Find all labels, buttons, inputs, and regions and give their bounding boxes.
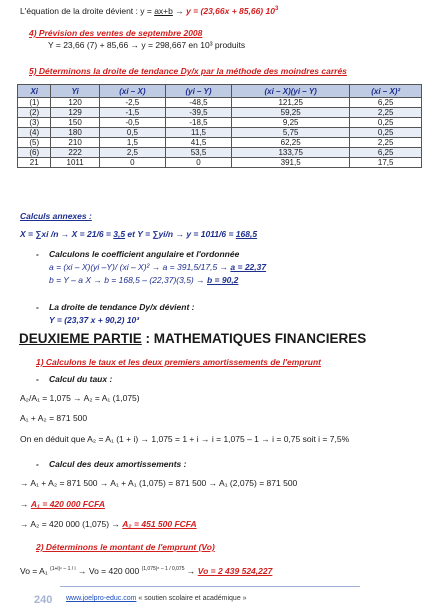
equation-prefix: L'équation de la droite dévient : y = [20,5,155,16]
cell: 21 [18,158,51,168]
cell: -0,5 [99,118,165,128]
section-4-line: Y = 23,66 (7) + 85,66 → y = 298,667 en 10³ produits [48,40,246,50]
part-2-heading [19,331,366,346]
a2-value: A₂ = 451 500 FCFA [122,519,197,529]
cell: 62,25 [232,138,350,148]
equation-exp: 3 [274,6,279,12]
amort-title: Calcul des deux amortissements : [49,459,187,469]
section-4-title: 4) Prévision des ventes de septembre 2008 [29,28,203,38]
cell: -18,5 [166,118,232,128]
x-mean-value: 3,5 [113,229,126,239]
cell: 1011 [51,158,99,168]
arrow: → [184,566,198,576]
cell: 121,25 [232,98,350,108]
footer-divider [60,586,360,587]
a2-text: → A₂ = 420 000 (1,075) → [20,519,123,529]
cell: 150 [51,118,99,128]
y-mean-value: 168,5 [235,229,258,239]
cell: 2,25 [350,108,422,118]
section-5-title: 5) Déterminons la droite de tendance Dy/x par la méthode des moindres carrés [29,66,347,76]
taux-line-2: A₁ + A₂ = 871 500 [20,413,88,423]
cell: 1,5 [99,138,165,148]
table-row [18,98,422,108]
cell: (1) [18,98,51,108]
coef-a-text: a = (xi – X)(yi –Y)/ (xi – X)² → a = 391,5/17,5 → [49,262,231,272]
cell: 0 [166,158,232,168]
amort-line-3 [20,519,197,529]
coef-b-line [49,275,238,285]
cell: (3) [18,118,51,128]
x-mean-text: X = ∑xi /n → X = 21/6 = [20,229,114,239]
footer-text: « soutien scolaire et académique » [136,595,247,602]
coef-b-value: b = 90,2 [206,275,239,285]
cell: (5) [18,138,51,148]
arrow: → [20,499,31,509]
vo-line [20,566,272,576]
page-number: 240 [34,594,53,606]
cell: 6,25 [350,98,422,108]
footer [66,595,247,602]
table-total-row [18,158,422,168]
vo-text-2: → Vo = 420 000 [75,566,142,576]
droite-equation: Y = (23,37 x + 90,2) 10³ [49,315,140,325]
amort-bullet: - [36,459,39,469]
droite-bullet: - [36,302,39,312]
vo-fraction-2: (1,075)⁶ – 1 / 0,075 [141,566,185,573]
cell: 2,25 [350,138,422,148]
cell: 120 [51,98,99,108]
col-header: (xi – X)² [350,85,422,98]
table-header-row [18,85,422,98]
calc-title: Calculs annexes : [20,211,92,221]
cell: (4) [18,128,51,138]
cell: -48,5 [166,98,232,108]
table-row [18,138,422,148]
y-mean-text: et Y = ∑yi/n → y = 1011/6 = [125,229,236,239]
least-squares-table [17,84,422,168]
col-header: (xi – X)(yi – Y) [232,85,350,98]
cell: 17,5 [350,158,422,168]
vo-value: Vo = 2 439 524,227 [197,566,273,576]
cell: 53,5 [166,148,232,158]
cell: 0,25 [350,128,422,138]
cell: 9,25 [232,118,350,128]
cell: (6) [18,148,51,158]
equation-line [20,4,278,16]
cell: -1,5 [99,108,165,118]
p1-title: 1) Calculons le taux et les deux premiers amortissements de l'emprunt [36,357,321,367]
part-2-subtitle: : MATHEMATIQUES FINANCIERES [141,331,367,346]
footer-link[interactable]: www.joelpro-educ.com [66,595,137,602]
cell: -39,5 [166,108,232,118]
col-header: Xi [18,85,51,98]
cell: 133,75 [232,148,350,158]
cell: 2,5 [99,148,165,158]
cell: 129 [51,108,99,118]
cell: 0,5 [99,128,165,138]
coef-a-value: a = 22,37 [230,262,267,272]
amort-line-2 [20,499,105,509]
table-row [18,108,422,118]
cell: (2) [18,108,51,118]
taux-line-3: On en déduit que A₂ = A₁ (1 + i) → 1,075 = 1 + i → i = 1,075 – 1 → i = 0,75 soit i = 7,5% [20,434,350,444]
part-2-label: DEUXIEME PARTIE [19,331,142,346]
table-row [18,148,422,158]
droite-title: La droite de tendance Dy/x dévient : [49,302,195,312]
cell: 6,25 [350,148,422,158]
taux-line-1: A₂/A₁ = 1,075 → A₂ = A₁ (1,075) [20,393,140,403]
a1-value: A₁ = 420 000 FCFA [30,499,105,509]
cell: 41,5 [166,138,232,148]
cell: -2,5 [99,98,165,108]
amort-line-1: → A₁ + A₂ = 871 500 → A₁ + A₁ (1,075) = 871 500 → A₁ (2,075) = 871 500 [20,478,298,488]
coef-bullet: - [36,249,39,259]
cell: 210 [51,138,99,148]
taux-bullet: - [36,374,39,384]
vo-text: Vo = A₁ [20,566,51,576]
vo-fraction-1: (1+i)ⁿ – 1 / i [50,566,76,573]
col-header: (xi – X) [99,85,165,98]
calc-means-line [20,229,257,239]
cell: 180 [51,128,99,138]
equation-ab: ax+b [154,5,173,16]
coef-title: Calculons le coefficient angulaire et l'ordonnée [49,249,240,259]
table-row [18,128,422,138]
col-header: Yi [51,85,99,98]
cell: 5,75 [232,128,350,138]
p2-title: 2) Déterminons le montant de l'emprunt (Vo) [36,542,215,552]
coef-b-text: b = Y – a X → b = 168,5 – (22,37)(3,5) → [49,275,207,285]
cell: 391,5 [232,158,350,168]
cell: 0,25 [350,118,422,128]
col-header: (yi – Y) [166,85,232,98]
cell: 59,25 [232,108,350,118]
taux-title: Calcul du taux : [49,374,113,384]
coef-a-line [49,262,266,272]
cell: 222 [51,148,99,158]
equation-result: y = (23,66x + 85,66) 10 [186,5,275,16]
cell: 11,5 [166,128,232,138]
cell: 0 [99,158,165,168]
arrow: → [172,5,187,16]
table-row [18,118,422,128]
